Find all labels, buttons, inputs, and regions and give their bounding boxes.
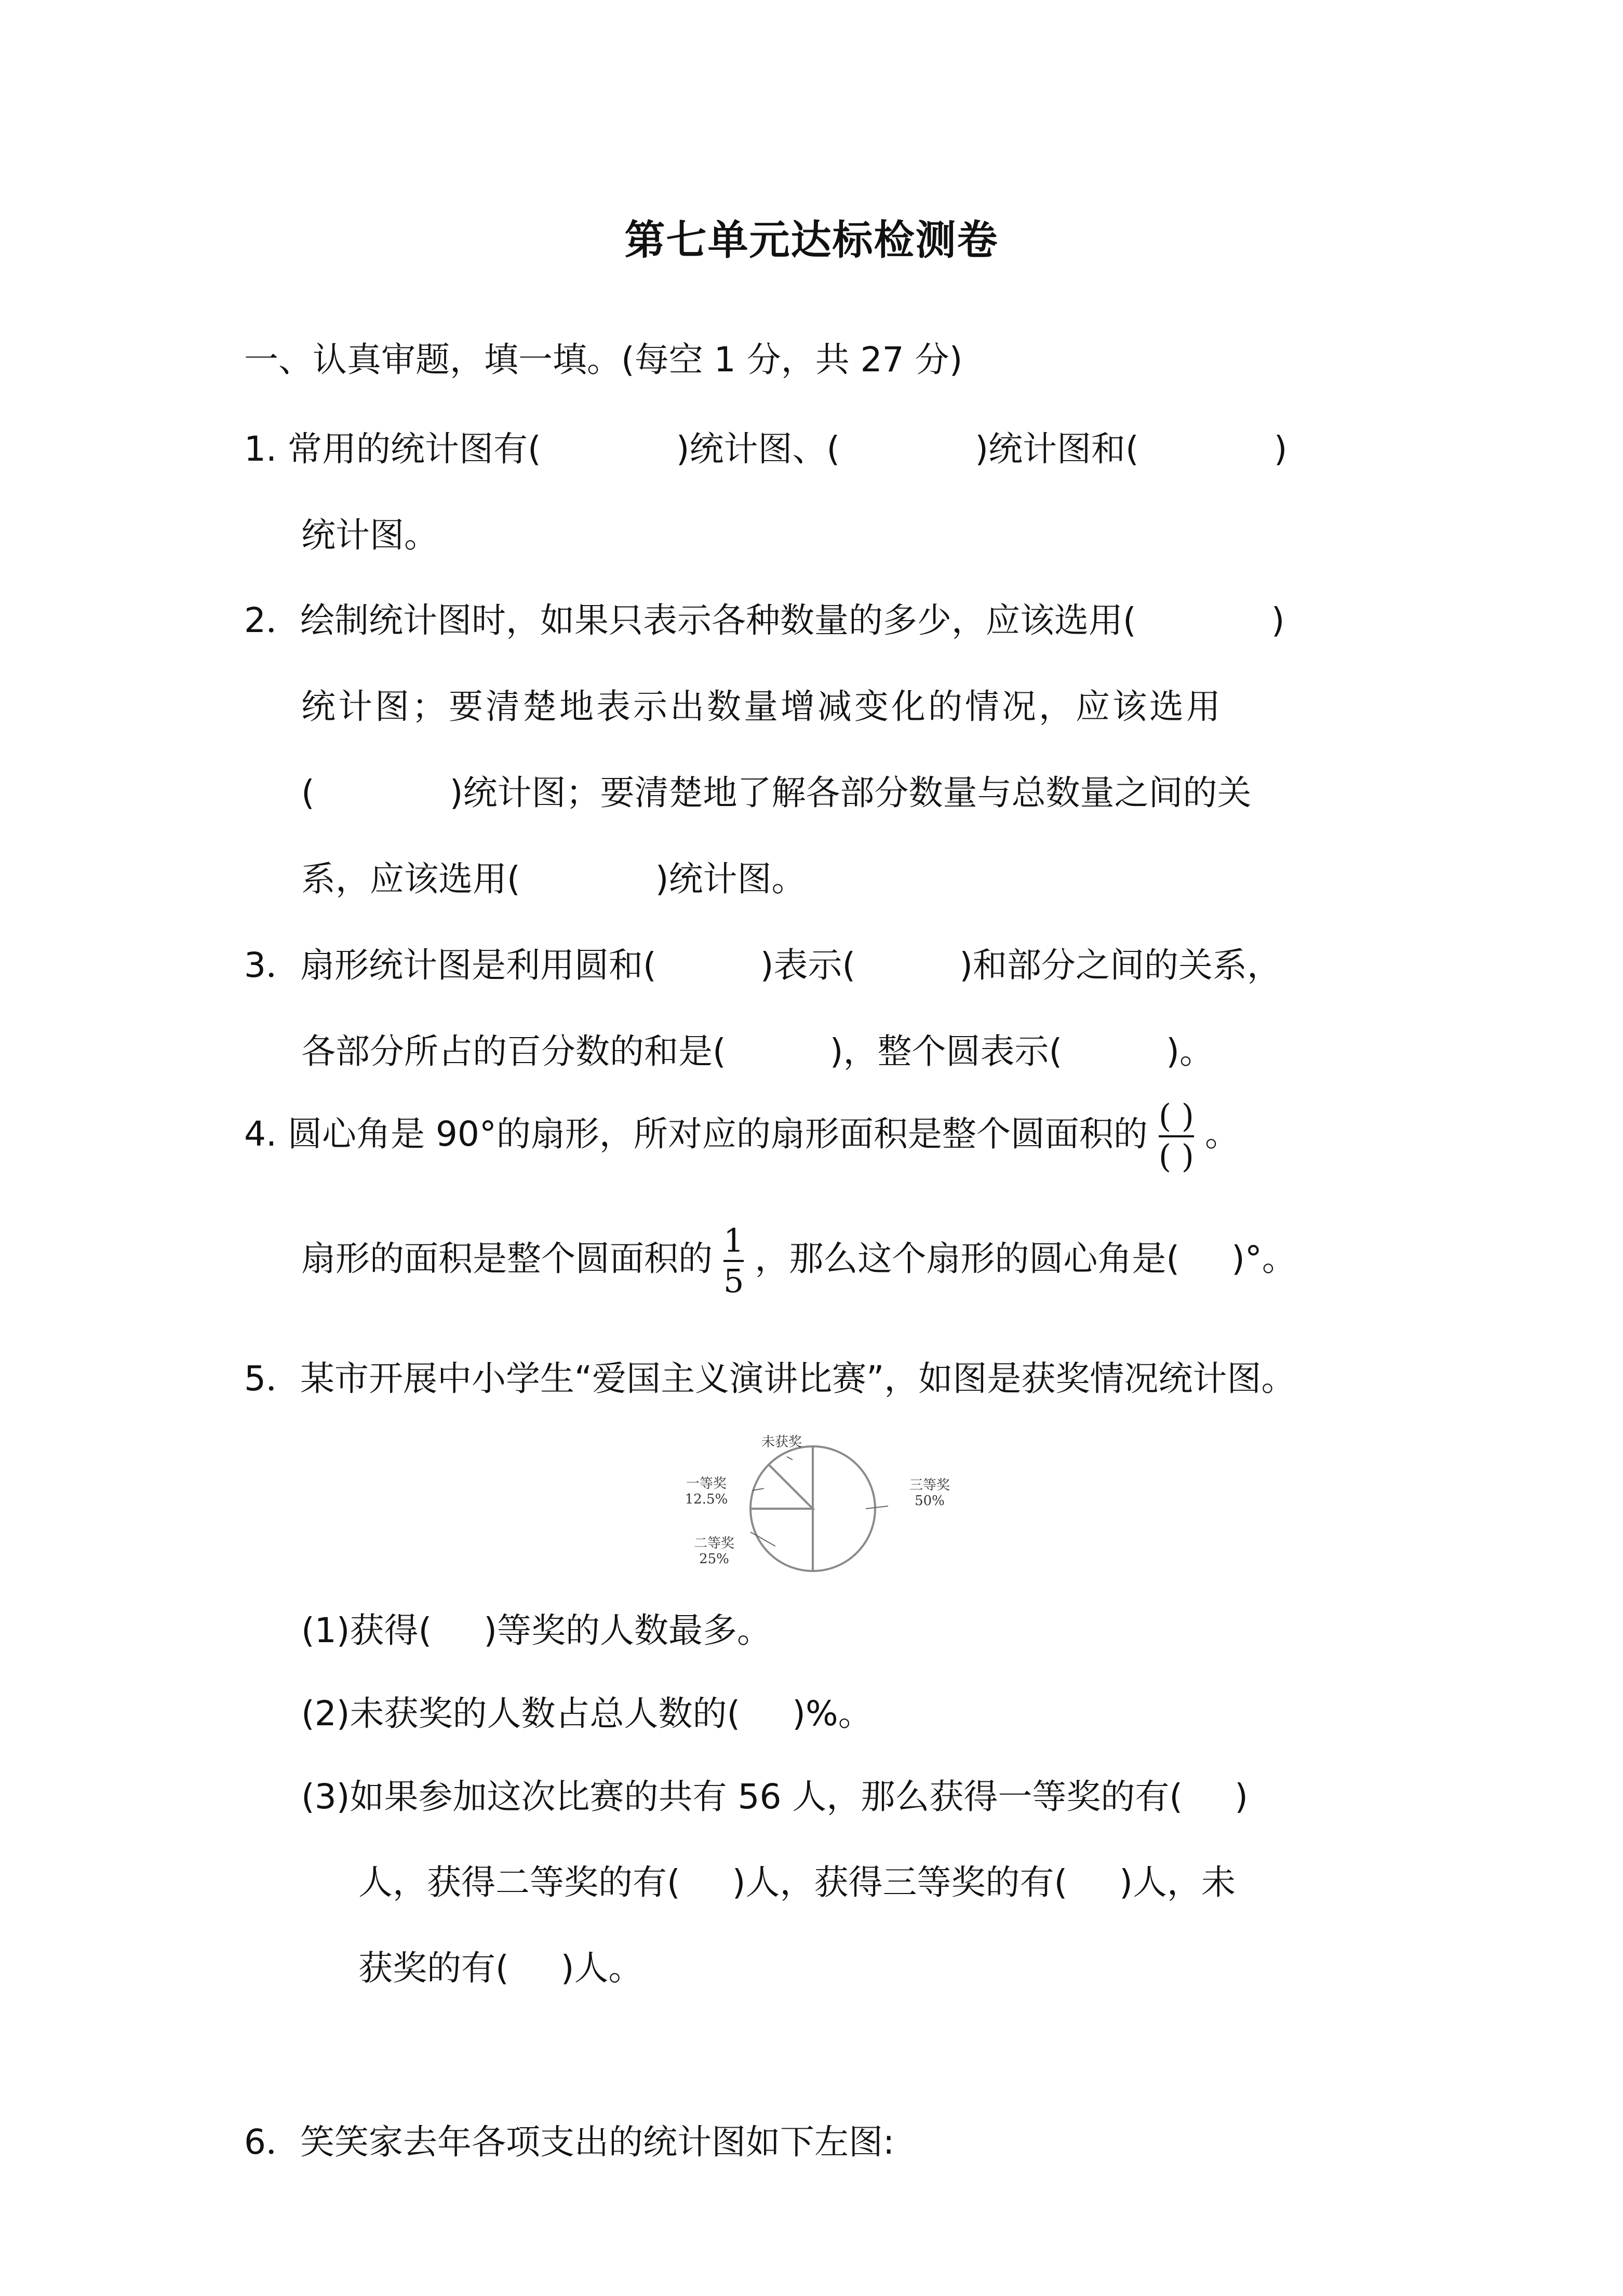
pie-value-label: 25% xyxy=(699,1551,729,1567)
question-5-sub-3-line-2: 人，获得二等奖的有( )人，获得三等奖的有( )人，未 xyxy=(358,1862,1236,1902)
question-2-line-2: 统计图；要清楚地表示出数量增减变化的情况，应该选用 xyxy=(301,687,1223,727)
question-4-line-2: 扇形的面积是整个圆面积的 $\frac{1}{5}$ ，那么这个扇形的圆心角是( )°。 xyxy=(301,1221,1296,1300)
question-2-line-3: ( )统计图；要清楚地了解各部分数量与总数量之间的关 xyxy=(301,773,1252,813)
pie-category-label: 未获奖 xyxy=(761,1434,802,1450)
question-6-stem: 6．笑笑家去年各项支出的统计图如下左图: xyxy=(244,2122,895,2162)
question-1-line-2: 统计图。 xyxy=(301,515,438,555)
pie-category-label: 二等奖 xyxy=(693,1536,735,1551)
pie-value-label: 12.5% xyxy=(685,1492,728,1507)
question-5-stem: 5．某市开展中小学生“爱国主义演讲比赛”，如图是获奖情况统计图。 xyxy=(244,1359,1296,1399)
fraction-blank: $\frac{( )}{( )}$ xyxy=(1158,1097,1194,1175)
pie-slices xyxy=(750,1446,875,1571)
question-3-line-2: 各部分所占的百分数的和是( )，整个圆表示( )。 xyxy=(301,1031,1214,1071)
question-5-sub-1: (1)获得( )等奖的人数最多。 xyxy=(301,1610,771,1650)
question-5-sub-3-line-3: 获奖的有( )人。 xyxy=(358,1948,643,1988)
award-pie-chart xyxy=(660,1433,971,1584)
page-title: 第七单元达标检测卷 xyxy=(624,217,999,264)
pie-category-label: 一等奖 xyxy=(686,1476,727,1492)
pie-slice xyxy=(750,1509,813,1571)
question-5-sub-3-line-1: (3)如果参加这次比赛的共有 56 人，那么获得一等奖的有( ) xyxy=(301,1777,1248,1817)
question-3-line-1: 3．扇形统计图是利用圆和( )表示( )和部分之间的关系， xyxy=(244,945,1281,985)
question-2-line-4: 系，应该选用( )统计图。 xyxy=(301,859,806,899)
question-5-sub-2: (2)未获奖的人数占总人数的( )%。 xyxy=(301,1694,873,1734)
question-4-line-1: 4. 圆心角是 90°的扇形，所对应的扇形面积是整个圆面积的 $\frac{( )}{( )}$ 。 xyxy=(244,1097,1239,1175)
pie-category-label: 三等奖 xyxy=(909,1478,950,1493)
question-2-line-1: 2．绘制统计图时，如果只表示各种数量的多少，应该选用( ) xyxy=(244,600,1285,640)
question-1-line-1: 1. 常用的统计图有( )统计图、( )统计图和( ) xyxy=(244,429,1287,469)
fraction-one-fifth: $\frac{1}{5}$ xyxy=(723,1221,744,1300)
section-heading: 一、认真审题，填一填。(每空 1 分，共 27 分) xyxy=(244,340,963,380)
pie-value-label: 50% xyxy=(915,1493,945,1509)
